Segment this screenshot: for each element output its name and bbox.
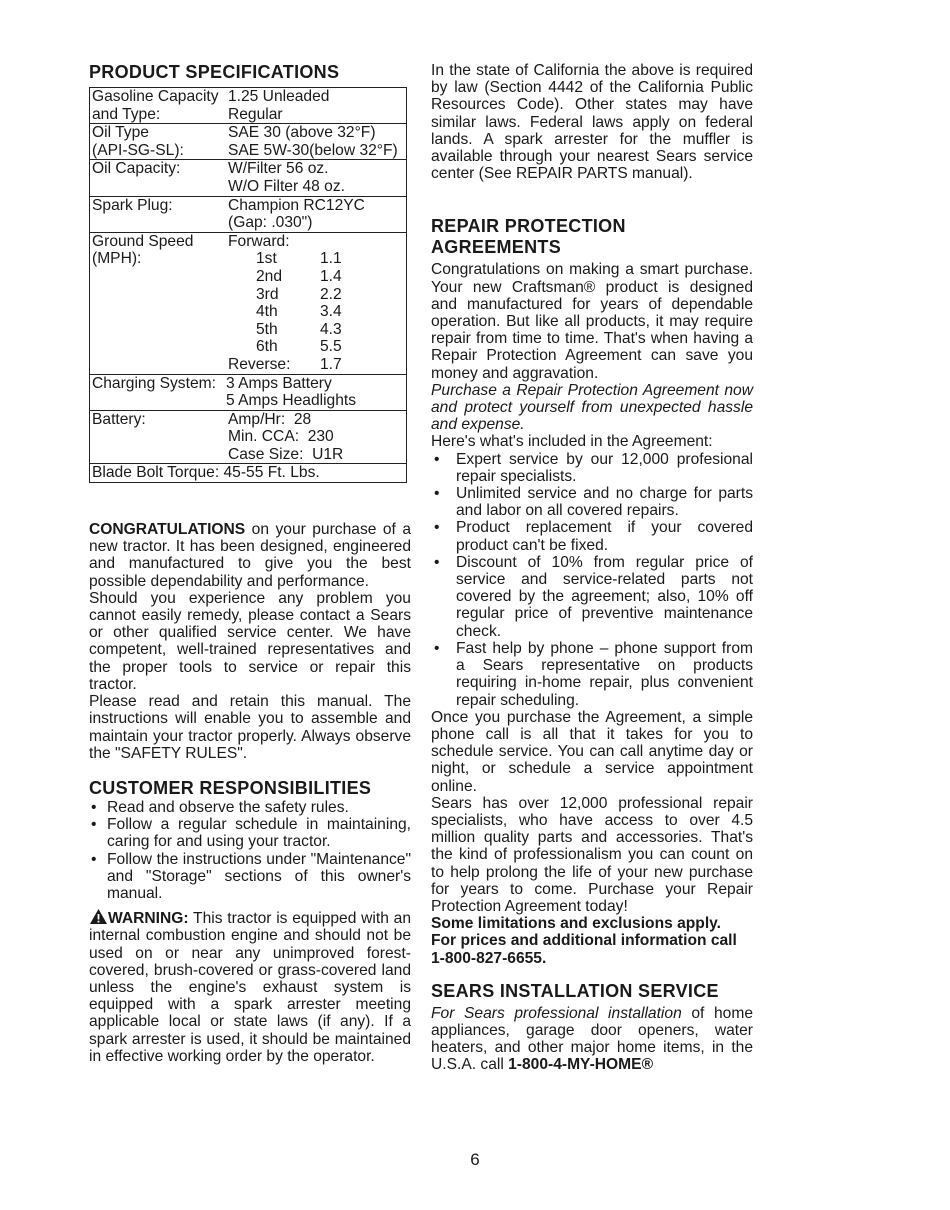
warning-paragraph (89, 908, 411, 1065)
forward-label: Forward: (228, 232, 290, 250)
spec-value (226, 124, 407, 160)
spec-key (90, 160, 227, 196)
gear-speed: 1.4 (320, 267, 342, 285)
spec-row-charging (90, 374, 407, 410)
gear-speed: 3.4 (320, 303, 342, 321)
spec-value-line: Min. CCA: 230 (228, 428, 334, 446)
spec-key (90, 232, 227, 374)
spec-row (90, 196, 407, 232)
gear-row (228, 286, 404, 304)
reverse-row (228, 356, 404, 374)
spec-row-blade-bolt (90, 464, 407, 483)
left-column (89, 62, 411, 1065)
gear-row (228, 338, 404, 356)
page-number: 6 (470, 1150, 480, 1169)
spec-value-line: (Gap: .030") (228, 214, 313, 232)
repair-list (431, 451, 753, 709)
gear-row (228, 268, 404, 286)
reverse-speed: 1.7 (320, 355, 342, 373)
spec-blade-bolt: Blade Bolt Torque: 45-55 Ft. Lbs. (90, 464, 407, 483)
warning-triangle-icon (89, 908, 108, 925)
spec-key: Battery: (90, 410, 227, 464)
spec-value (226, 410, 407, 464)
repair-title (431, 216, 753, 258)
reverse-label: Reverse: (228, 355, 291, 373)
spec-key (90, 196, 227, 232)
gear-name: 5th (256, 320, 278, 338)
specs-title: PRODUCT SPECIFICATIONS (89, 62, 340, 82)
spec-value (226, 196, 407, 232)
warning-text: This tractor is equipped with an internal combustion engine and should not be used on or near any unimproved forest-covered, brush-covered or grass-covered land unless the engine's exhaust system is equipped with a spark arrester meeting applicable local or state laws (if any). If a spark arrester is used, it should be maintained in effective working order by the operator. (89, 910, 411, 1065)
gear-speed: 5.5 (320, 338, 342, 356)
repair-limitations: Some limitations and exclusions apply. (431, 915, 721, 933)
spec-row-battery (90, 410, 407, 464)
repair-list-item: • Product replacement if your covered product can't be fixed. (431, 519, 753, 553)
spec-value (226, 232, 407, 374)
gear-row (228, 303, 404, 321)
congrats-lead: CONGRATULATIONS (89, 521, 246, 539)
right-column (431, 62, 753, 1074)
gear-speed: 2.2 (320, 285, 342, 303)
gear-row (228, 250, 404, 268)
repair-title-line1: REPAIR PROTECTION (431, 216, 626, 237)
congrats-paragraph (89, 521, 411, 590)
spec-value-line: Case Size: U1R (228, 445, 344, 463)
spec-value-line: 5 Amps Headlights (226, 392, 357, 410)
repair-list-item: • Expert service by our 12,000 profesional repair specialists. (431, 451, 753, 485)
installation-phone: 1-800-4-MY-HOME® (508, 1056, 654, 1074)
spec-value-line: 1.25 Unleaded (228, 88, 330, 105)
repair-sears: Sears has over 12,000 professional repair specialists, who have access to over 4.5 million quality parts and accessories. That's the kind of professionalism you can count on to help prolong the life of your new purchase for years to come. Purchase your Repair Protection Agreement today! (431, 794, 753, 915)
installation-paragraph (431, 1005, 753, 1074)
spec-value (226, 88, 407, 124)
spec-row (90, 160, 407, 196)
gear-speed: 1.1 (320, 250, 342, 268)
spec-value-line: 3 Amps Battery (226, 374, 332, 392)
spec-value-line: SAE 30 (above 32°F) (228, 124, 376, 142)
spec-value-line: SAE 5W-30(below 32°F) (228, 141, 398, 159)
customer-list-item: • Read and observe the safety rules. (89, 799, 411, 816)
gear-speed: 4.3 (320, 320, 342, 338)
repair-list-item: • Fast help by phone – phone support from a Sears representative on products requiring in-home repair, plus convenient repair scheduling. (431, 640, 753, 709)
customer-title: CUSTOMER RESPONSIBILITIES (89, 777, 372, 798)
gear-name: 1st (256, 250, 277, 268)
spec-value (226, 160, 407, 196)
spec-key (90, 88, 227, 124)
installation-text: of home appliances, garage door openers, water heaters, and other major home items, in the U.S.A. call (431, 1004, 753, 1074)
spec-key-line: (API-SG-SL): (92, 141, 184, 159)
customer-list-item: • Follow a regular schedule in maintaining, caring for and using your tractor. (89, 816, 411, 850)
repair-italic: Purchase a Repair Protection Agreement now and protect yourself from unexpected hassle and expense. (431, 381, 753, 434)
repair-list-item: • Discount of 10% from regular price of service and service-related parts not covered by the agreement; also, 10% off regular price of preventive maintenance check. (431, 554, 753, 640)
spec-key-line: Oil Type (92, 124, 149, 142)
spec-key: Charging System: (90, 374, 227, 410)
problem-paragraph: Should you experience any problem you cannot easily remedy, please contact a Sears or other qualified service center. We have competent, well-trained representatives and the proper tools to service or repair this tractor. (89, 589, 411, 693)
customer-list (89, 799, 411, 902)
specs-table (89, 87, 407, 483)
repair-once: Once you purchase the Agreement, a simple phone call is all that it takes for you to schedule service. You can call anytime day or night, or schedule a service appointment online. (431, 708, 753, 795)
manual-paragraph: Please read and retain this manual. The instructions will enable you to assemble and maintain your tractor properly. Always observe the "SAFETY RULES". (89, 693, 411, 762)
gear-name: 6th (256, 338, 278, 356)
spec-value-line: Regular (228, 105, 283, 123)
repair-intro: Congratulations on making a smart purchase. Your new Craftsman® product is designed and manufactured for years of dependable operation. But like all products, it may require repair from time to time. That's when having a Repair Protection Agreement can save you money and aggravation. (431, 261, 753, 382)
spec-key-line: Ground Speed (92, 232, 194, 250)
customer-list-item: • Follow the instructions under "Maintenance" and "Storage" sections of this owner's manual. (89, 851, 411, 903)
gear-row (228, 321, 404, 339)
spec-value-line: W/O Filter 48 oz. (228, 177, 345, 195)
spec-value-line: W/Filter 56 oz. (228, 160, 329, 178)
installation-italic: For Sears professional installation (431, 1004, 682, 1022)
gear-name: 4th (256, 303, 278, 321)
warning-label: WARNING: (108, 910, 189, 928)
spec-value (226, 374, 407, 410)
spec-row (90, 124, 407, 160)
spec-row-ground-speed (90, 232, 407, 374)
congrats-text: on your purchase of a new tractor. It has been designed, engineered and manufactured to give you the best possible dependability and performance. (89, 521, 411, 590)
spec-key-line: and Type: (92, 105, 161, 123)
gear-name: 2nd (256, 267, 283, 285)
repair-list-item: • Unlimited service and no charge for parts and labor on all covered repairs. (431, 485, 753, 519)
spec-value-line: Amp/Hr: 28 (228, 410, 312, 428)
spec-key (90, 124, 227, 160)
spec-key-line: Spark Plug: (92, 196, 173, 214)
spec-value-line: Champion RC12YC (228, 196, 365, 214)
spec-key-line: (MPH): (92, 250, 142, 268)
california-paragraph: In the state of California the above is required by law (Section 4442 of the California Public Resources Code). Other states may have similar laws. Federal laws apply on federal lands. A spark arrester for the muffler is available through your nearest Sears service center (See REPAIR PARTS manual). (431, 62, 753, 183)
gear-name: 3rd (256, 285, 279, 303)
spec-key-line: Oil Capacity: (92, 160, 181, 178)
repair-call: For prices and additional information call 1-800-827-6655. (431, 932, 737, 967)
repair-included-intro: Here's what's included in the Agreement: (431, 433, 713, 451)
spec-row (90, 88, 407, 124)
installation-title: SEARS INSTALLATION SERVICE (431, 980, 719, 1001)
spec-key-line: Gasoline Capacity (92, 88, 219, 105)
repair-title-line2: AGREEMENTS (431, 237, 562, 258)
